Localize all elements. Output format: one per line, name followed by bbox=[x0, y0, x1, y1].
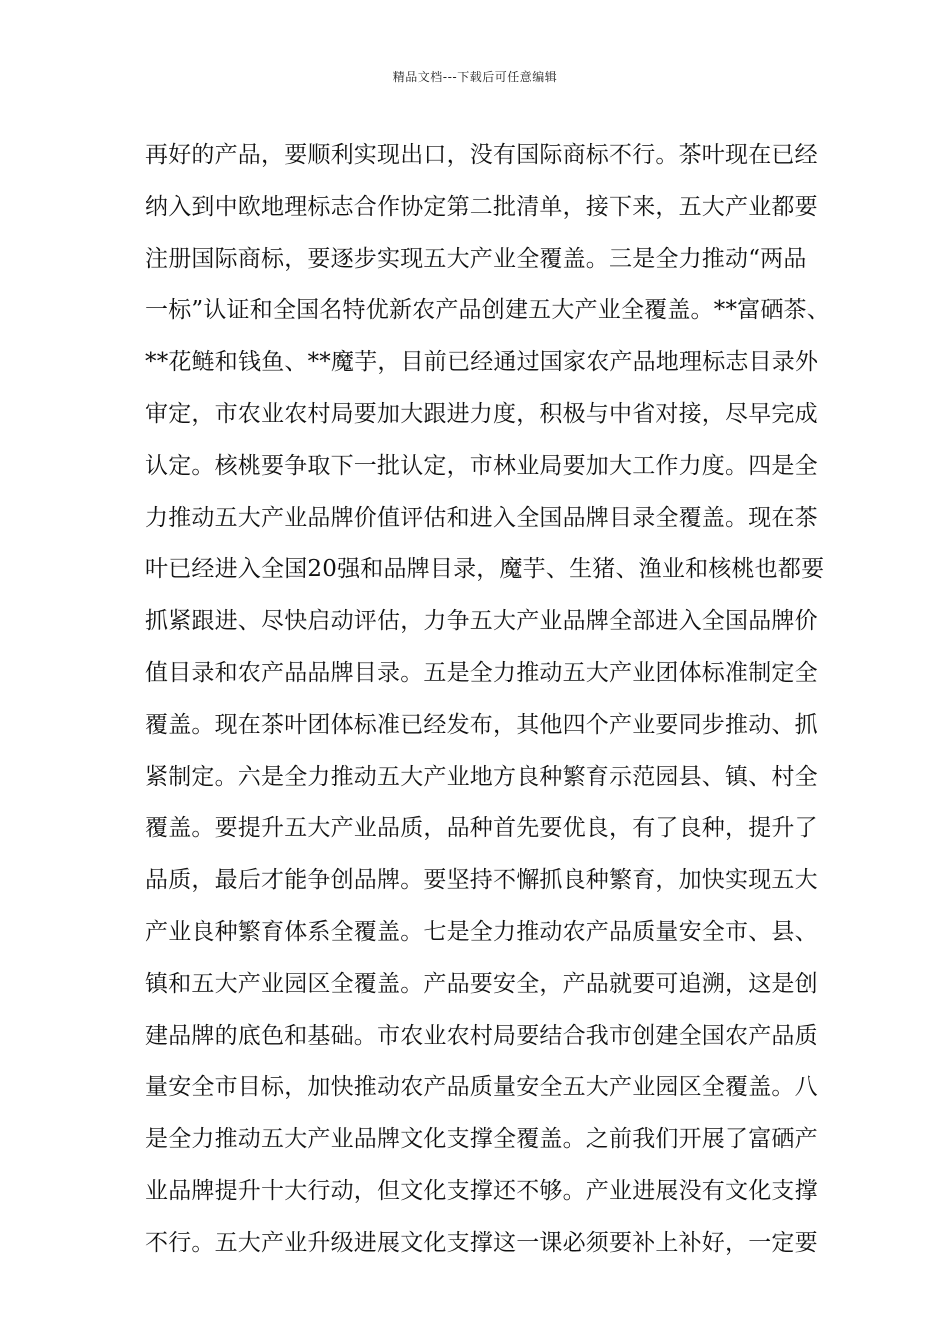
text-line: 抓紧跟进、尽快启动评估，力争五大产业品牌全部进入全国品牌价 bbox=[145, 608, 818, 635]
text-line: 量安全市目标，加快推动农产品质量安全五大产业园区全覆盖。八 bbox=[145, 1074, 818, 1101]
text-line: 覆盖。现在茶叶团体标准已经发布，其他四个产业要同步推动、抓 bbox=[145, 711, 818, 738]
text-line: 产业良种繁育体系全覆盖。七是全力推动农产品质量安全市、县、 bbox=[145, 918, 818, 945]
text-line: 品质，最后才能争创品牌。要坚持不懈抓良种繁育，加快实现五大 bbox=[145, 867, 818, 894]
text-line: 认定。核桃要争取下一批认定，市林业局要加大工作力度。四是全 bbox=[145, 452, 818, 479]
text-line: 叶已经进入全国20强和品牌目录，魔芋、生猪、渔业和核桃也都要 bbox=[145, 556, 825, 583]
text-line: 不行。五大产业升级进展文化支撑这一课必须要补上补好，一定要 bbox=[145, 1229, 818, 1256]
text-line: 注册国际商标，要逐步实现五大产业全覆盖。三是全力推动“两品 bbox=[145, 245, 807, 272]
text-line: 紧制定。六是全力推动五大产业地方良种繁育示范园县、镇、村全 bbox=[145, 763, 818, 790]
text-line: 审定，市农业农村局要加大跟进力度，积极与中省对接，尽早完成 bbox=[145, 400, 818, 427]
text-line: 一标”认证和全国名特优新农产品创建五大产业全覆盖。**富硒茶、 bbox=[145, 297, 830, 324]
text-line: 纳入到中欧地理标志合作协定第二批清单，接下来，五大产业都要 bbox=[145, 193, 818, 220]
text-line: 建品牌的底色和基础。市农业农村局要结合我市创建全国农产品质 bbox=[145, 1022, 818, 1049]
text-line: 再好的产品，要顺利实现出口，没有国际商标不行。茶叶现在已经 bbox=[145, 142, 818, 168]
body-paragraph bbox=[145, 130, 845, 1270]
text-line: 覆盖。要提升五大产业品质，品种首先要优良，有了良种，提升了 bbox=[145, 815, 818, 842]
page-header: 精品文档---下载后可任意编辑 bbox=[392, 70, 558, 84]
text-line: **花鲢和钱鱼、**魔芋，目前已经通过国家农产品地理标志目录外 bbox=[145, 349, 819, 376]
text-line: 是全力推动五大产业品牌文化支撑全覆盖。之前我们开展了富硒产 bbox=[145, 1126, 818, 1153]
text-line: 业品牌提升十大行动，但文化支撑还不够。产业进展没有文化支撑 bbox=[145, 1177, 818, 1204]
text-line: 镇和五大产业园区全覆盖。产品要安全，产品就要可追溯，这是创 bbox=[145, 970, 818, 997]
text-line: 值目录和农产品品牌目录。五是全力推动五大产业团体标准制定全 bbox=[145, 659, 818, 686]
text-line: 力推动五大产业品牌价值评估和进入全国品牌目录全覆盖。现在茶 bbox=[145, 504, 818, 531]
